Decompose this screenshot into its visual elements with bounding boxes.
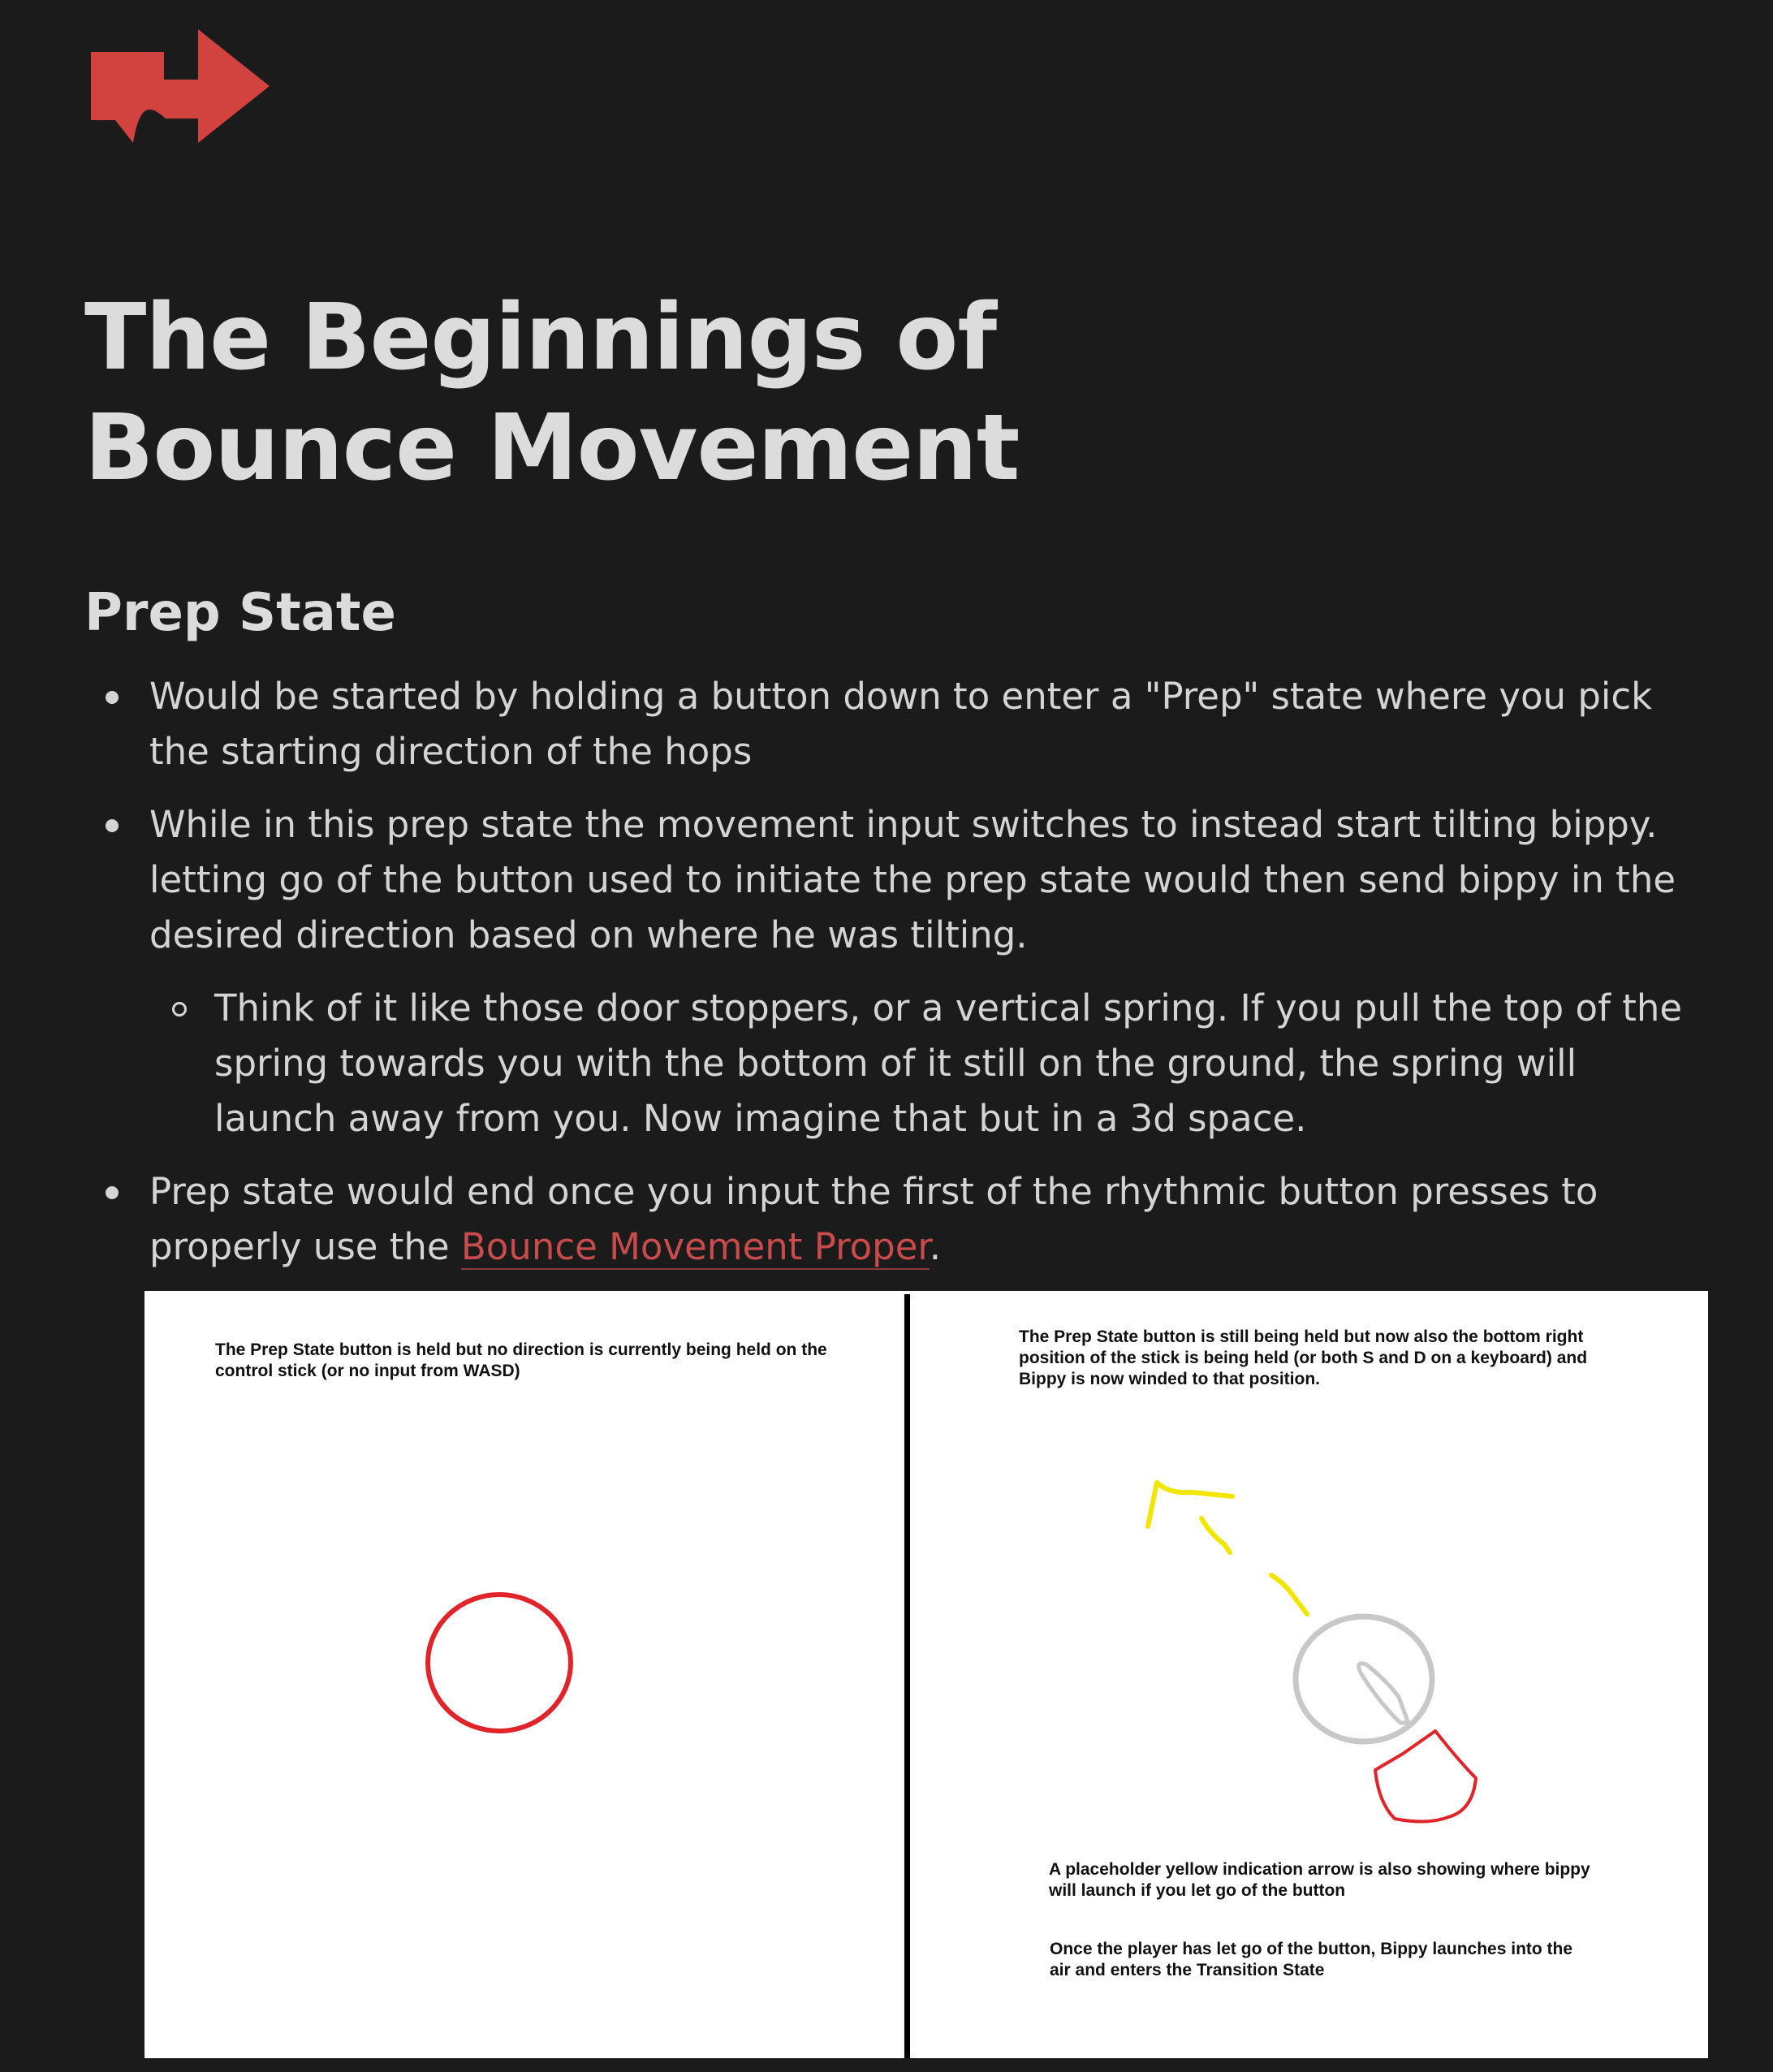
prep-state-diagram [145, 1291, 1708, 2058]
ghost-spring [1359, 1664, 1408, 1723]
logo-icon [91, 29, 270, 143]
diagram-drawings [145, 1291, 1708, 2058]
sub-list-item: Think of it like those door stoppers, or a vertical spring. If you pull the top of the spring towards you with the bottom of it still on the ground, the spring will launch away from you. Now imagine that but in a 3d space. [84, 981, 1700, 1146]
launch-caption: Once the player has let go of the button, Bippy launches into the air and enters the Transition State [1050, 1940, 1573, 1979]
bounce-movement-proper-link[interactable]: Bounce Movement Proper [460, 1225, 930, 1268]
list-item [84, 1164, 1700, 1275]
right-panel-caption: The Prep State button is still being held but now also the bottom right position of the stick is being held (or both S and D on a keyboard) and Bippy is now winded to that position. [1019, 1327, 1588, 1388]
list-item: Would be started by holding a button down to enter a "Prep" state where you pick the starting direction of the hops [84, 669, 1700, 779]
launch-direction-arrow [1148, 1483, 1307, 1614]
section-heading-prep-state: Prep State [84, 583, 396, 643]
idle-bippy-circle [428, 1595, 571, 1731]
page-title: The Beginnings of Bounce Movement [84, 285, 1020, 501]
arrow-caption: A placeholder yellow indication arrow is also showing where bippy will launch if you let go of the button [1049, 1860, 1590, 1900]
bullet-list [84, 669, 1700, 1293]
list-item-suffix: . [929, 1225, 942, 1268]
tilted-bippy-body [1375, 1731, 1476, 1822]
left-panel-caption: The Prep State button is held but no direction is currently being held on the control stick (or no input from WASD) [215, 1340, 827, 1380]
red-arrow-logo-icon [91, 29, 270, 143]
list-item: While in this prep state the movement input switches to instead start tilting bippy. letting go of the button used to initiate the prep state would then send bippy in the desired direction based on where he was tilting. [84, 797, 1700, 963]
list-item-text: Prep state would end once you input the first of the rhythmic button presses to properly use the [149, 1170, 1598, 1268]
